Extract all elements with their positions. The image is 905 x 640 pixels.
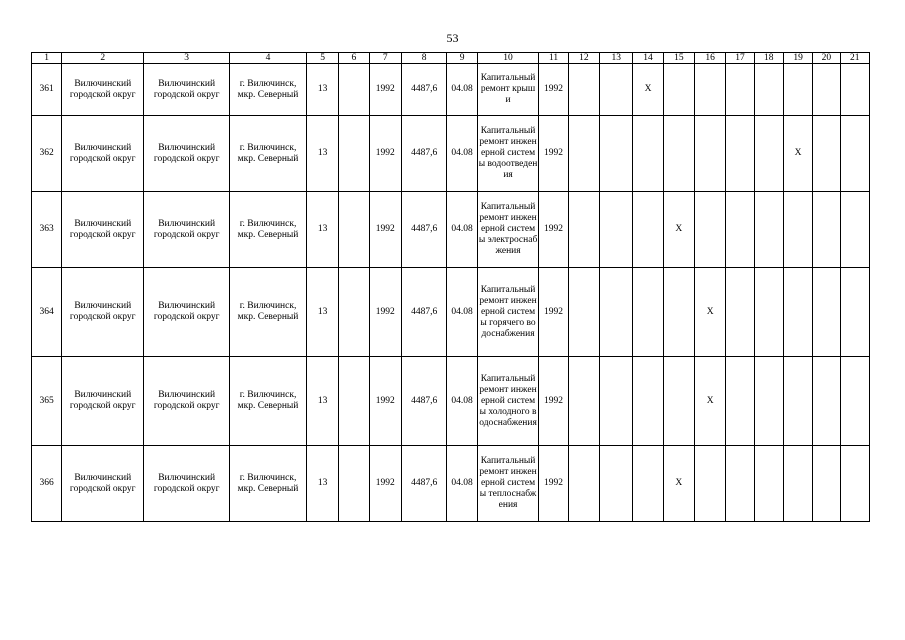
column-header: 1 — [32, 53, 62, 64]
settlement-cell: Вилючинский городской округ — [144, 64, 230, 116]
column-header: 15 — [663, 53, 694, 64]
table-cell — [568, 268, 599, 357]
municipality-cell: Вилючинский городской округ — [62, 357, 144, 446]
table-cell — [754, 64, 783, 116]
municipality-cell: Вилючинский городской округ — [62, 192, 144, 268]
house-number-cell: 13 — [306, 192, 338, 268]
table-row — [32, 64, 870, 116]
year-built-cell: 1992 — [369, 357, 401, 446]
capital-repair-table — [31, 52, 870, 522]
mark-cell: X — [695, 268, 726, 357]
table-cell — [568, 446, 599, 522]
mark-cell — [663, 116, 694, 192]
table-cell — [568, 64, 599, 116]
area-cell: 4487,6 — [401, 268, 446, 357]
table-cell — [754, 268, 783, 357]
table-cell — [339, 268, 369, 357]
column-header: 12 — [568, 53, 599, 64]
table-row — [32, 268, 870, 357]
table-cell — [813, 357, 840, 446]
table-cell — [754, 116, 783, 192]
table-cell — [840, 357, 869, 446]
year-built-cell: 1992 — [369, 116, 401, 192]
municipality-cell: Вилючинский городской округ — [62, 64, 144, 116]
year-built-cell: 1992 — [369, 446, 401, 522]
column-header: 18 — [754, 53, 783, 64]
year-cell: 1992 — [539, 268, 568, 357]
mark-cell — [663, 64, 694, 116]
address-cell: г. Вилючинск, мкр. Северный — [230, 64, 307, 116]
mark-cell: X — [663, 192, 694, 268]
column-header: 10 — [477, 53, 539, 64]
work-type-cell: Капитальный ремонт инженерной системы электроснабжения — [477, 192, 539, 268]
column-header: 11 — [539, 53, 568, 64]
mark-cell — [633, 192, 663, 268]
column-header: 3 — [144, 53, 230, 64]
year-cell: 1992 — [539, 357, 568, 446]
column-number-row — [32, 53, 870, 64]
mark-cell — [633, 357, 663, 446]
column-header: 14 — [633, 53, 663, 64]
table-cell — [726, 192, 754, 268]
area-cell: 4487,6 — [401, 64, 446, 116]
column-header: 8 — [401, 53, 446, 64]
table-cell — [840, 268, 869, 357]
table-row — [32, 116, 870, 192]
table-cell — [600, 268, 633, 357]
address-cell: г. Вилючинск, мкр. Северный — [230, 446, 307, 522]
area-cell: 4487,6 — [401, 357, 446, 446]
table-cell — [813, 446, 840, 522]
date-cell: 04.08 — [447, 357, 477, 446]
column-header: 21 — [840, 53, 869, 64]
year-cell: 1992 — [539, 446, 568, 522]
settlement-cell: Вилючинский городской округ — [144, 446, 230, 522]
address-cell: г. Вилючинск, мкр. Северный — [230, 116, 307, 192]
table-cell — [600, 116, 633, 192]
address-cell: г. Вилючинск, мкр. Северный — [230, 192, 307, 268]
mark-cell: X — [695, 357, 726, 446]
date-cell: 04.08 — [447, 116, 477, 192]
table-cell — [600, 192, 633, 268]
settlement-cell: Вилючинский городской округ — [144, 357, 230, 446]
address-cell: г. Вилючинск, мкр. Северный — [230, 357, 307, 446]
area-cell: 4487,6 — [401, 116, 446, 192]
mark-cell — [783, 64, 812, 116]
row-number: 365 — [32, 357, 62, 446]
table-cell — [813, 268, 840, 357]
table-cell — [726, 64, 754, 116]
mark-cell — [633, 446, 663, 522]
year-built-cell: 1992 — [369, 268, 401, 357]
table-row — [32, 357, 870, 446]
house-number-cell: 13 — [306, 268, 338, 357]
table-cell — [813, 192, 840, 268]
table-cell — [339, 116, 369, 192]
mark-cell — [695, 446, 726, 522]
column-header: 2 — [62, 53, 144, 64]
date-cell: 04.08 — [447, 268, 477, 357]
table-row — [32, 446, 870, 522]
row-number: 361 — [32, 64, 62, 116]
date-cell: 04.08 — [447, 446, 477, 522]
house-number-cell: 13 — [306, 446, 338, 522]
table-cell — [568, 192, 599, 268]
table-cell — [726, 357, 754, 446]
table-cell — [339, 192, 369, 268]
house-number-cell: 13 — [306, 116, 338, 192]
mark-cell: X — [633, 64, 663, 116]
column-header: 13 — [600, 53, 633, 64]
date-cell: 04.08 — [447, 64, 477, 116]
column-header: 20 — [813, 53, 840, 64]
column-header: 5 — [306, 53, 338, 64]
mark-cell — [633, 116, 663, 192]
settlement-cell: Вилючинский городской округ — [144, 192, 230, 268]
mark-cell — [783, 357, 812, 446]
work-type-cell: Капитальный ремонт инженерной системы теплоснабжения — [477, 446, 539, 522]
table-cell — [840, 446, 869, 522]
table-cell — [754, 446, 783, 522]
table-cell — [726, 116, 754, 192]
table-cell — [339, 446, 369, 522]
area-cell: 4487,6 — [401, 192, 446, 268]
mark-cell — [695, 192, 726, 268]
municipality-cell: Вилючинский городской округ — [62, 116, 144, 192]
table-cell — [600, 64, 633, 116]
work-type-cell: Капитальный ремонт крыши — [477, 64, 539, 116]
mark-cell — [663, 357, 694, 446]
work-type-cell: Капитальный ремонт инженерной системы водоотведения — [477, 116, 539, 192]
column-header: 16 — [695, 53, 726, 64]
year-built-cell: 1992 — [369, 64, 401, 116]
page-number: 53 — [446, 31, 459, 45]
row-number: 366 — [32, 446, 62, 522]
table-cell — [339, 357, 369, 446]
year-cell: 1992 — [539, 64, 568, 116]
table-cell — [568, 116, 599, 192]
mark-cell — [695, 64, 726, 116]
table-cell — [726, 446, 754, 522]
row-number: 363 — [32, 192, 62, 268]
table-cell — [754, 357, 783, 446]
area-cell: 4487,6 — [401, 446, 446, 522]
table-cell — [600, 357, 633, 446]
mark-cell — [633, 268, 663, 357]
mark-cell — [783, 446, 812, 522]
table-row — [32, 192, 870, 268]
mark-cell — [783, 268, 812, 357]
house-number-cell: 13 — [306, 357, 338, 446]
row-number: 362 — [32, 116, 62, 192]
table-cell — [840, 64, 869, 116]
column-header: 6 — [339, 53, 369, 64]
municipality-cell: Вилючинский городской округ — [62, 446, 144, 522]
table-cell — [813, 64, 840, 116]
row-number: 364 — [32, 268, 62, 357]
table-cell — [568, 357, 599, 446]
column-header: 7 — [369, 53, 401, 64]
table-cell — [726, 268, 754, 357]
municipality-cell: Вилючинский городской округ — [62, 268, 144, 357]
work-type-cell: Капитальный ремонт инженерной системы холодного водоснабжения — [477, 357, 539, 446]
table-cell — [840, 192, 869, 268]
table-cell — [754, 192, 783, 268]
year-cell: 1992 — [539, 192, 568, 268]
column-header: 19 — [783, 53, 812, 64]
year-cell: 1992 — [539, 116, 568, 192]
house-number-cell: 13 — [306, 64, 338, 116]
settlement-cell: Вилючинский городской округ — [144, 116, 230, 192]
table-cell — [600, 446, 633, 522]
table-cell — [840, 116, 869, 192]
mark-cell: X — [783, 116, 812, 192]
settlement-cell: Вилючинский городской округ — [144, 268, 230, 357]
year-built-cell: 1992 — [369, 192, 401, 268]
mark-cell — [695, 116, 726, 192]
mark-cell — [663, 268, 694, 357]
column-header: 17 — [726, 53, 754, 64]
work-type-cell: Капитальный ремонт инженерной системы горячего водоснабжения — [477, 268, 539, 357]
table-cell — [339, 64, 369, 116]
date-cell: 04.08 — [447, 192, 477, 268]
column-header: 9 — [447, 53, 477, 64]
column-header: 4 — [230, 53, 307, 64]
address-cell: г. Вилючинск, мкр. Северный — [230, 268, 307, 357]
mark-cell — [783, 192, 812, 268]
mark-cell: X — [663, 446, 694, 522]
table-cell — [813, 116, 840, 192]
